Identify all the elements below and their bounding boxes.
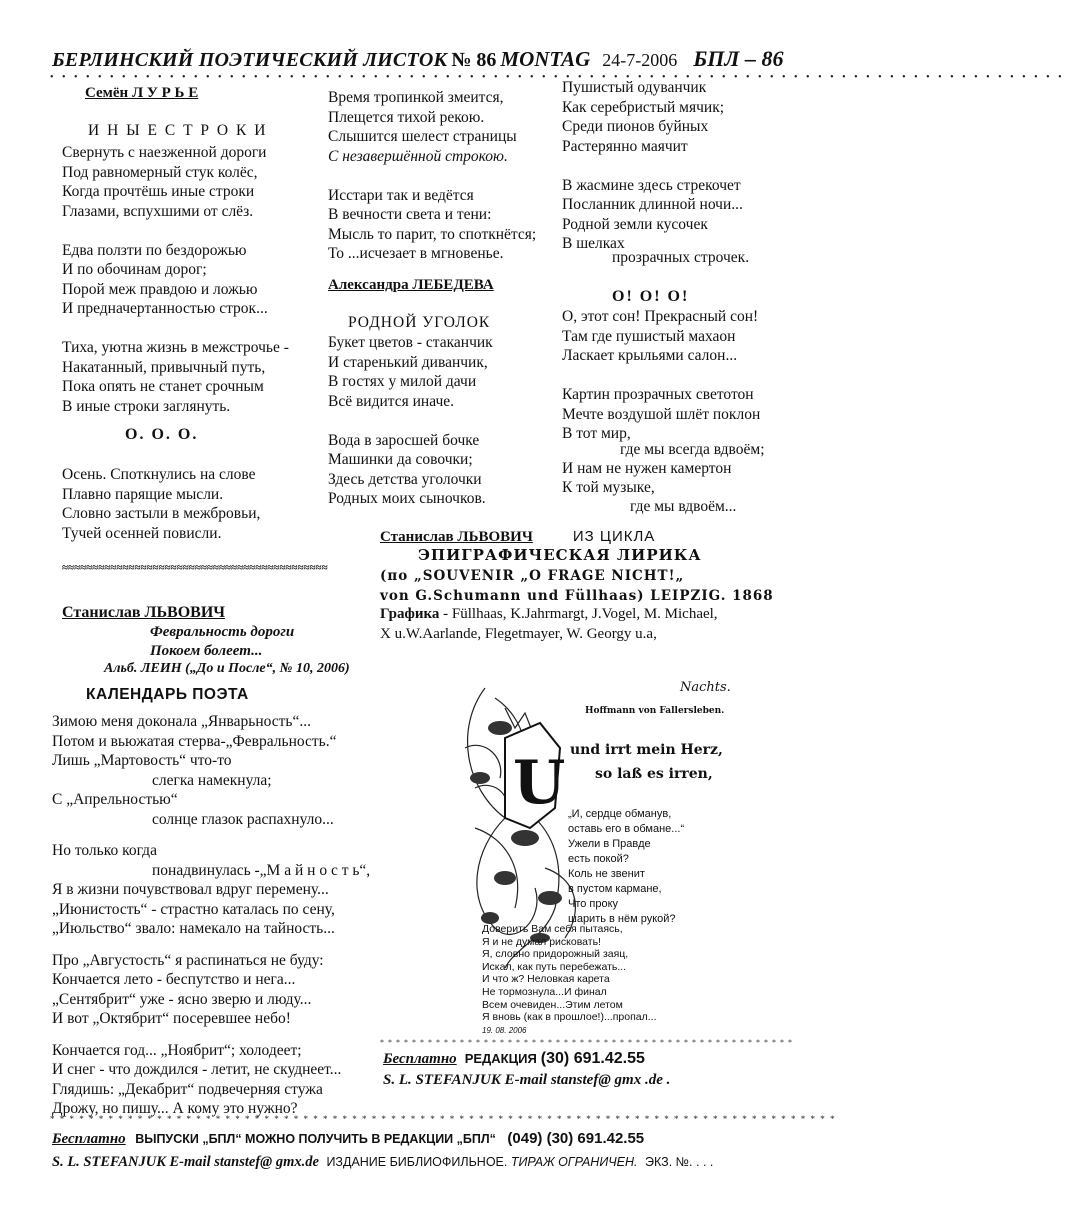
- poem-line: То ...исчезает в мгновенье.: [328, 245, 504, 262]
- poem-calendar: [52, 712, 370, 1119]
- poem-line: Плещется тихой рекою.: [328, 108, 485, 126]
- issue-number: № 86: [451, 49, 497, 71]
- footer-line-2: S. L. STEFANJUK E-mail stanstef@ gmx.de ИЗДАНИЕ БИБЛИОФИЛЬНОЕ. ТИРАЖ ОГРАНИЧЕН. ЭКЗ. №. . . .: [52, 1154, 714, 1170]
- redaction-email: S. L. STEFANJUK E-mail stanstef@ gmx .de .: [383, 1072, 671, 1088]
- poem-line: Про „Августость“ я распинаться не буду:: [52, 951, 324, 969]
- poem-line: Я в жизни почувствовал вдруг перемену...: [52, 881, 329, 898]
- poem-line: солнце глазок распахнуло...: [152, 810, 334, 828]
- poem-line: Машинки да совочки;: [328, 451, 473, 468]
- poem-right-top: [562, 78, 743, 254]
- poem-line: Пока опять не станет срочным: [62, 378, 264, 395]
- german-line-2: so laß es irren,: [595, 766, 713, 782]
- svg-text:U: U: [513, 748, 566, 818]
- poem-line: Среди пионов буйных: [562, 118, 709, 135]
- poem-line: Ужели в Правде: [568, 838, 651, 850]
- divider-asterisks-footer: * * * * * * * * * * * * * * * * * * * * * * * * * * * * * * * * * * * * * * * * * * * * * * * * * * * * * * * * * * * * * * * * * * * * * * * * * * * * * * * * *: [50, 1114, 836, 1124]
- poem-line: Кончается год... „Ноябрит“; холодеет;: [52, 1041, 302, 1059]
- lurie-author: Семён Л У Р Ь Е: [85, 85, 199, 101]
- poem-line: Плавно парящие мысли.: [62, 485, 224, 503]
- poem-line: „И, сердце обманув,: [568, 808, 672, 820]
- poem-line: Кончается лето - беспутство и нега...: [52, 971, 296, 988]
- poem-o-line: И нам не нужен камертон: [562, 460, 732, 477]
- poem-line: Доверить Вам себя пытаясь,: [482, 923, 623, 935]
- poem-inye-stroki: [62, 143, 289, 416]
- illustration-poem: [482, 923, 657, 1024]
- poem-title-o-o-o: О! О! О!: [612, 288, 690, 305]
- graphics-credits: Графика - Füllhaas, K.Jahrmargt, J.Vogel, M. Michael,: [380, 606, 718, 622]
- masthead-divider: • • • • • • • • • • • • • • • • • • • • • • • • • • • • • • • • • • • • • • • • • • • • • • • • • • • • • • • • • • • • • • • • • • • • • • • • • • • • • • • • • • • • •: [50, 72, 1065, 83]
- poem-line: Глядишь: „Декабрит“ подвечерняя стужа: [52, 1080, 323, 1098]
- poem-line: Порой меж правдою и ложью: [62, 280, 258, 298]
- poem-line: Картин прозрачных светотон: [562, 386, 754, 403]
- poem-line: Под равномерный стук колёс,: [62, 163, 258, 181]
- poem-line: Мечте воздушой шлёт поклон: [562, 405, 761, 423]
- poem-line: Коль не звенит: [568, 868, 645, 880]
- poem-o-indent-1: где мы всегда вдвоём;: [620, 441, 765, 458]
- poem-line: Пушистый одуванчик: [562, 79, 707, 96]
- poem-line: [62, 221, 289, 241]
- graphics-credits-2: X u.W.Aarlande, Flegetmayer, W. Georgy u.a,: [380, 626, 657, 642]
- lebedeva-author: Александра ЛЕБЕДЕВА: [328, 277, 494, 293]
- poem-line: слегка намекнула;: [152, 771, 272, 789]
- german-line-1: und irrt mein Herz,: [570, 742, 723, 758]
- poem-line: [52, 1029, 370, 1041]
- poem-line: И что ж? Неловкая карета: [482, 973, 610, 986]
- poem-line: В вечности света и тени:: [328, 206, 492, 223]
- issue-date: 24-7-2006: [602, 50, 678, 70]
- poem-title-ooo: О. О. О.: [125, 426, 199, 443]
- poem-line: Посланник длинной ночи...: [562, 196, 743, 213]
- illustration-caption: [568, 807, 684, 927]
- footer-line-1: Бесплатно ВЫПУСКИ „БПЛ“ МОЖНО ПОЛУЧИТЬ В РЕДАКЦИИ „БПЛ“ (049) (30) 691.42.55: [52, 1130, 645, 1147]
- poem-o-indent-2: где мы вдвоём...: [630, 498, 737, 515]
- poem-title-rodnoy-ugolok: РОДНОЙ УГОЛОК: [348, 314, 491, 331]
- poem-line: И старенький диванчик,: [328, 353, 488, 371]
- poem-rodnoy-ugolok: [328, 333, 493, 509]
- poem-line: Свернуть с наезженной дороги: [62, 144, 267, 161]
- poem-line: „Июнистость“ - страстно каталась по сену,: [52, 900, 335, 918]
- poem-line: И предначертанностью строк...: [62, 300, 268, 317]
- lvovich2-header: Станислав ЛЬВОВИЧ ИЗ ЦИКЛА: [380, 528, 656, 545]
- poem-line: Лишь „Мартовость“ что-то: [52, 752, 232, 769]
- poem-line: В шелках: [562, 235, 625, 252]
- poem-line: шарить в нём рукой?: [568, 913, 676, 925]
- poem-line: Что проку: [568, 898, 619, 910]
- poem-line: Родной земли кусочек: [562, 215, 708, 233]
- poem-line: есть покой?: [568, 853, 629, 865]
- epigraph-line-2: Покоем болеет...: [150, 643, 263, 659]
- masthead-montag: MONTAG: [500, 47, 591, 71]
- poem-line: Ласкает крыльями салон...: [562, 347, 738, 364]
- source-line-1: (по „SOUVENIR „O FRAGE NICHT!„: [380, 568, 685, 584]
- poem-title-inye-stroki: И Н Ы Е С Т Р О К И: [88, 122, 268, 139]
- illustration-date: 19. 08. 2006: [482, 1026, 527, 1035]
- masthead-bpl: БПЛ – 86: [693, 46, 784, 71]
- poem-right-indent: прозрачных строчек.: [612, 249, 750, 266]
- poem-line: Как серебристый мячик;: [562, 98, 725, 116]
- poem-title-calendar: КАЛЕНДАРЬ ПОЭТА: [86, 686, 249, 703]
- redaction-line: Бесплатно РЕДАКЦИЯ (30) 691.42.55: [383, 1050, 645, 1067]
- epigraph-source: Альб. ЛЕИН („До и После“, № 10, 2006): [104, 661, 350, 676]
- poem-line: В тот мир,: [562, 425, 631, 442]
- poem-line: С незавершённой строкою.: [328, 147, 508, 165]
- poem-line: Вода в заросшей бочке: [328, 431, 480, 449]
- poem-line: И вот „Октябрит“ посеревшее небо!: [52, 1010, 291, 1027]
- poem-line: Мысль то парит, то споткнётся;: [328, 225, 537, 243]
- poem-line: Время тропинкой змеится,: [328, 89, 504, 106]
- poem-line: Растерянно маячит: [562, 137, 688, 155]
- poem-line: Я и не думал рисковать!: [482, 935, 601, 948]
- poem-line: И снег - что дождился - летит, не скуднеет...: [52, 1061, 342, 1078]
- poem-line: Дрожу, но пишу... А кому это нужно?: [52, 1100, 298, 1117]
- poem-line: Тиха, уютна жизнь в межстрочье -: [62, 339, 289, 356]
- poem-line: [562, 156, 743, 176]
- cycle-title: ЭПИГРАФИЧЕСКАЯ ЛИРИКА: [418, 546, 702, 564]
- poem-line: Слышится шелест страницы: [328, 128, 517, 145]
- poem-line: Не тормознула...И финал: [482, 985, 607, 998]
- poem-line: [562, 366, 760, 386]
- german-author: Hoffmann von Fallersleben.: [585, 706, 725, 716]
- poem-line: Всем очевиден...Этим летом: [482, 998, 623, 1011]
- poem-line: Всё видится иначе.: [328, 392, 455, 410]
- poem-line: Словно застыли в межбровьи,: [62, 505, 261, 522]
- poem-line: С „Апрельностью“: [52, 791, 178, 808]
- poem-line: Когда прочтёшь иные строки: [62, 183, 255, 200]
- poem-line: [62, 319, 289, 339]
- poem-line: В гостях у милой дачи: [328, 373, 477, 390]
- poem-line: Я вновь (как в прошлое!)...пропал...: [482, 1011, 657, 1024]
- divider-wavy-left: ≈≈≈≈≈≈≈≈≈≈≈≈≈≈≈≈≈≈≈≈≈≈≈≈≈≈≈≈≈≈≈≈≈≈≈≈≈≈≈≈≈≈≈≈: [62, 562, 328, 574]
- poem-line: Глазами, вспухшими от слёз.: [62, 202, 254, 220]
- poem-line: Тучей осенней повисли.: [62, 524, 222, 542]
- poem-o-o-o: [562, 307, 760, 444]
- divider-asterisks-right: * * * * * * * * * * * * * * * * * * * * * * * * * * * * * * * * * * * * * * * * * * * * * * * * * * * *: [380, 1038, 793, 1047]
- poem-ooo: [62, 465, 260, 543]
- poem-line: Накатанный, привычный путь,: [62, 358, 266, 376]
- poem-line: „Июльство“ звало: намекало на тайность...: [52, 920, 335, 937]
- poem-middle-top: [328, 88, 536, 264]
- poem-line: Там где пушистый махаон: [562, 327, 736, 345]
- poem-line: [52, 829, 370, 841]
- poem-line: Осень. Споткнулись на слове: [62, 466, 256, 483]
- poem-line: Искал, как путь перебежать...: [482, 960, 627, 973]
- poem-line: Букет цветов - стаканчик: [328, 334, 493, 351]
- poem-line: И по обочинам дорог;: [62, 261, 207, 278]
- poem-line: О, этот сон! Прекрасный сон!: [562, 308, 759, 325]
- poem-o-line-2: К той музыке,: [562, 479, 655, 496]
- poem-line: оставь его в обмане...“: [568, 823, 685, 835]
- german-title: Nachts.: [680, 680, 731, 695]
- lvovich1-author: Станислав ЛЬВОВИЧ: [62, 604, 226, 621]
- masthead: [52, 46, 784, 72]
- poem-line: Едва ползти по бездорожью: [62, 241, 247, 259]
- poem-line: Здесь детства уголочки: [328, 470, 482, 488]
- poem-line: в пустом кармане,: [568, 883, 662, 895]
- poem-line: „Сентябрит“ уже - ясно зверю и люду...: [52, 990, 312, 1008]
- poem-line: [328, 166, 536, 186]
- poem-line: Зимою меня доконала „Январьность“...: [52, 713, 311, 730]
- masthead-title: БЕРЛИНСКИЙ ПОЭТИЧЕСКИЙ ЛИСТОК: [52, 49, 448, 71]
- poem-line: В жасмине здесь стрекочет: [562, 176, 741, 194]
- poem-line: В иные строки заглянуть.: [62, 397, 231, 415]
- source-line-2: von G.Schumann und Füllhaas) LEIPZIG. 1868: [380, 588, 774, 604]
- poem-line: [328, 411, 493, 431]
- poem-line: [52, 939, 370, 951]
- poem-line: понадвинулась -„М а й н о с т ь“,: [152, 861, 371, 879]
- poem-line: Потом и вьюжатая стерва-„Февральность.“: [52, 732, 337, 750]
- poem-line: Родных моих сыночков.: [328, 490, 486, 507]
- epigraph-line-1: Февральность дороги: [150, 624, 295, 640]
- poem-line: Я, словно придорожный заяц,: [482, 948, 629, 961]
- poem-line: Но только когда: [52, 842, 157, 859]
- poem-line: Исстари так и ведётся: [328, 186, 474, 204]
